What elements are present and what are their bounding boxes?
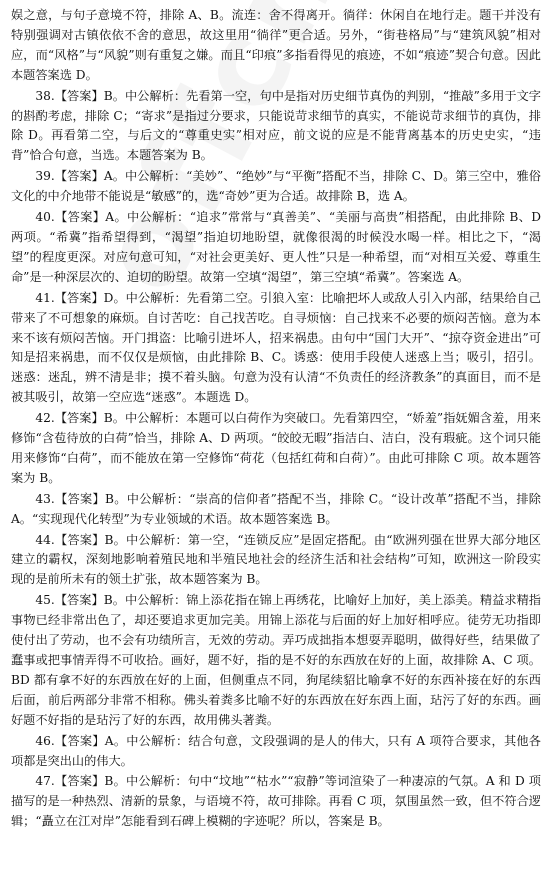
answer-47: 47.【答案】B。中公解析：句中“坟地”“枯水”“寂静”等词渲染了一种凄凉的气氛。A 和 D 项描写的是一种热烈、清新的景象，与语境不符，故可排除。再看 C 项，氛围虽然一致，但不符合逻辑；“矗立在江对岸”怎能看到石碑上模糊的字迹呢？所以，答案是 B。 bbox=[11, 774, 541, 829]
answer-45: 45.【答案】B。中公解析：锦上添花指在锦上再绣花，比喻好上加好，美上添美。精益求精指事物已经非常出色了，却还要追求更加完美。用锦上添花与后面的好上加好相呼应。徒劳无功指即使付出了劳动，也不会有功绩所言，无效的劳动。弄巧成拙指本想耍弄聪明，做得好些，结果做了蠢事或把事情弄得不可收拾。画好，题不好，指的是不好的东西放在好的上面，故排除 A、C 项。BD 都有拿不好的东西放在好的上面，但侧重点不同，狗尾续貂比喻拿不好的东西补接在好的东西后面，前后两部分非常不相称。佛头着粪多比喻不好的东西放在好东西上面，玷污了好的东西。画好题不好指的是玷污了好的东西，故用佛头著粪。 bbox=[11, 593, 541, 727]
answer-43: 43.【答案】B。中公解析：“崇高的信仰者”搭配不当，排除 C。“设计改革”搭配不当，排除 A。“实现现代化转型”为专业领域的术语。故本题答案选 B。 bbox=[11, 491, 541, 526]
answer-40: 40.【答案】A。中公解析：“追求”常常与“真善美”、“美丽与高贵”相搭配，由此排除 B、D 两项。“希冀”指希望得到，“渴望”指迫切地盼望，就像很渴的时候没水喝一样。相比之下，“渴望”的程度更深。对应句意可知，“对社会更美好、更人性”只是一种希望，而“对相互关爱、尊重生命”是一种深层次的、迫切的盼望。故第一空填“渴望”，第三空填“希冀”。答案选 A。 bbox=[11, 210, 541, 284]
answer-39: 39.【答案】A。中公解析：“美妙”、“绝妙”与“平衡”搭配不当，排除 C、D。第三空中，雅俗文化的中介地带不能说是“敏感”的，选“奇妙”更为合适。故排除 B，选 A。 bbox=[11, 169, 541, 204]
paragraph-continuation: 娱之意，与句子意境不符，排除 A、B。流连：舍不得离开。徜徉：休闲自在地行走。题干并没有特别强调对古镇依依不舍的意思，故这里用“徜徉”更合适。另外，“街巷格局”与“建筑风貌”相对应，而“风格”与“风貌”则有重复之嫌。而且“印痕”多指看得见的痕迹，不如“痕迹”契合句意。因此本题答案选 D。 bbox=[11, 8, 541, 82]
answer-42: 42.【答案】B。中公解析：本题可以白荷作为突破口。先看第四空，“娇羞”指妩媚含羞，用来修饰“含苞待放的白荷”恰当，排除 A、D 两项。“皎皎无暇”指洁白、洁白，没有瑕疵。这个词只能用来修饰“白荷”，而不能放在第一空修饰“荷花（包括红荷和白荷）”。由此可排除 C 项。故本题答案为 B。 bbox=[11, 411, 541, 485]
answer-41: 41.【答案】D。中公解析：先看第二空。引狼入室：比喻把坏人或敌人引入内部，结果给自己带来了不可想象的麻烦。自讨苦吃：自己找苦吃。自寻烦恼：自己找来不必要的烦闷苦恼。意为本来不该有烦闷苦恼。开门揖盗：比喻引进坏人，招来祸患。由句中“国门大开”、“掠夺资金进出”可知是招来祸患，而不仅仅是烦恼，由此排除 B、C。诱惑：使用手段使人迷惑上当；吸引，招引。迷惑：迷乱，辨不清是非；摸不着头脑。句意为没有认清“不负责任的经济教条”的真面目，而不是被其吸引，故第一空应选“迷惑”。本题选 D。 bbox=[11, 290, 541, 405]
answer-44: 44.【答案】B。中公解析：第一空，“连锁反应”是固定搭配。由“欧洲列强在世界大部分地区建立的霸权，深刻地影响着殖民地和半殖民地社会的经济生活和社会结构”可知，欧洲这一阶段实现的是前所未有的领土扩张，故本题答案为 B。 bbox=[11, 532, 541, 587]
answer-38: 38.【答案】B。中公解析：先看第一空，句中是指对历史细节真伪的判别，“推敲”多用于文字的斟酌考虑，排除 C；“寄求”是指过分要求，只能说苛求细节的真实，不能说苛求细节的真伪，排除 D。再看第二空，与后文的“尊重史实”相对应，前文说的应是不能背离基本的历史史实，“违背”恰合句意，当选。本题答案为 B。 bbox=[11, 88, 541, 163]
answer-46: 46.【答案】A。中公解析：结合句意，文段强调的是人的伟大，只有 A 项符合要求，其他各项都是突出山的伟大。 bbox=[11, 733, 541, 768]
